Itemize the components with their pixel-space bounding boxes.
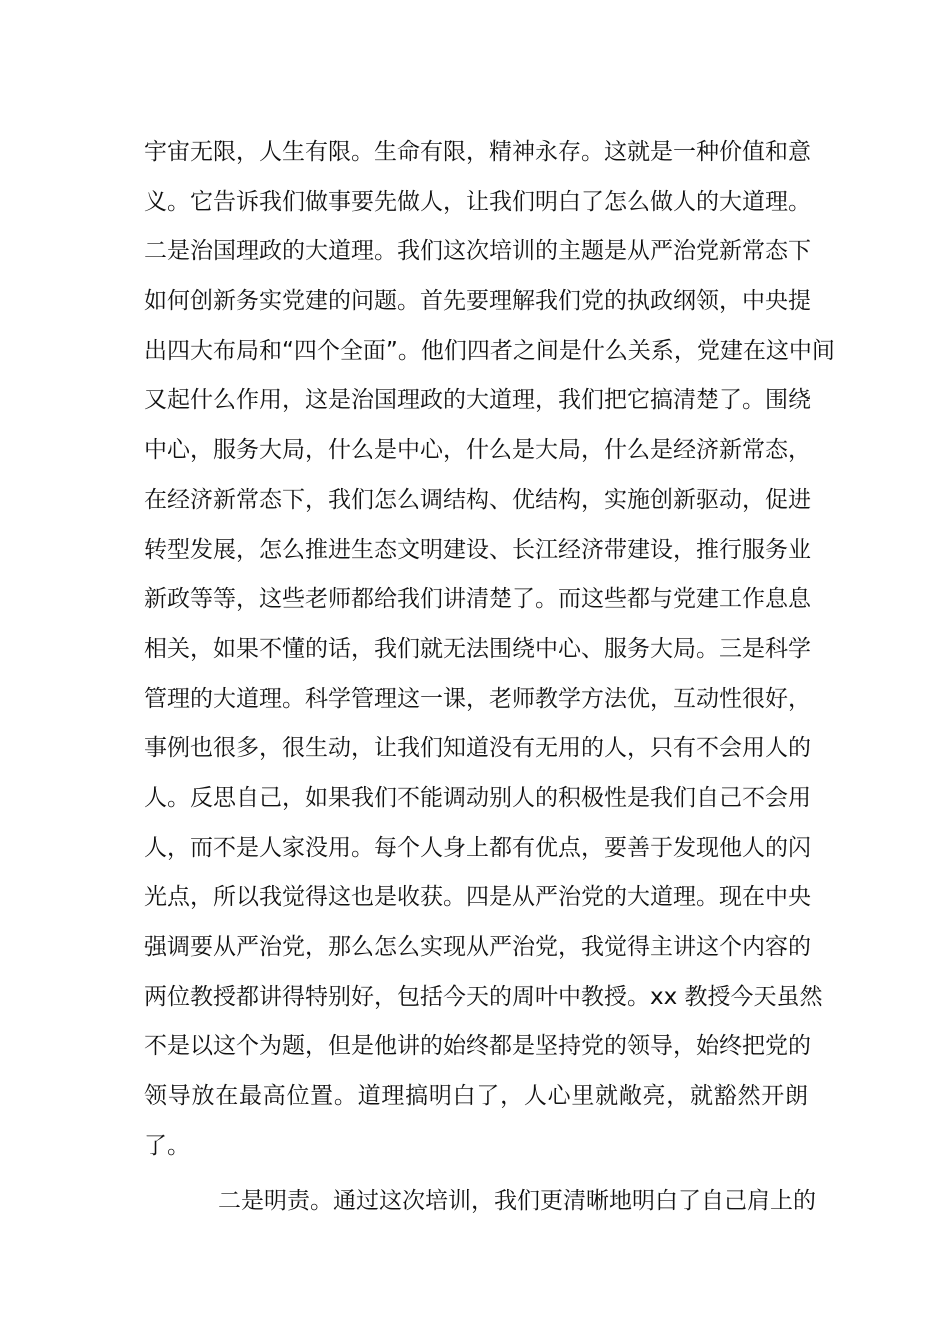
text-line: 了。 [144,1132,190,1159]
paragraph [144,128,835,1171]
text-line: 二是治国理政的大道理。我们这次培训的主题是从严治党新常态下 [144,238,811,265]
text-line: 如何创新务实党建的问题。首先要理解我们党的执政纲领，中央提 [144,288,811,315]
text-line: 出四大布局和“四个全面”。他们四者之间是什么关系，党建在这中间 [144,337,835,364]
text-line: 在经济新常态下，我们怎么调结构、优结构，实施创新驱动，促进 [144,486,811,513]
text-line: 相关，如果不懂的话，我们就无法围绕中心、服务大局。三是科学 [144,635,811,662]
text-line: 新政等等，这些老师都给我们讲清楚了。而这些都与党建工作息息 [144,586,811,613]
text-line: 义。它告诉我们做事要先做人，让我们明白了怎么做人的大道理。 [144,188,811,215]
text-line: 光点，所以我觉得这也是收获。四是从严治党的大道理。现在中央 [144,884,811,911]
text-line: 两位教授都讲得特别好，包括今天的周叶中教授。xx 教授今天虽然 [144,983,823,1010]
body-text [144,128,835,1227]
paragraph [144,1177,816,1227]
text-line: 中心，服务大局，什么是中心，什么是大局，什么是经济新常态， [144,437,811,464]
text-line: 宇宙无限，人生有限。生命有限，精神永存。这就是一种价值和意 [144,139,811,165]
text-line: 又起什么作用，这是治国理政的大道理，我们把它搞清楚了。围绕 [144,387,811,414]
text-line: 人。反思自己，如果我们不能调动别人的积极性是我们自己不会用 [144,784,811,811]
text-line: 不是以这个为题，但是他讲的始终都是坚持党的领导，始终把党的 [144,1033,811,1060]
text-line: 二是明责。通过这次培训，我们更清晰地明白了自己肩上的 [218,1188,816,1215]
text-line: 人，而不是人家没用。每个人身上都有优点，要善于发现他人的闪 [144,834,811,861]
text-line: 转型发展，怎么推进生态文明建设、长江经济带建设，推行服务业 [144,536,811,563]
text-line: 强调要从严治党，那么怎么实现从严治党，我觉得主讲这个内容的 [144,934,811,960]
text-line: 事例也很多，很生动，让我们知道没有无用的人，只有不会用人的 [144,735,811,762]
text-line: 管理的大道理。科学管理这一课，老师教学方法优，互动性很好， [144,685,811,712]
text-line: 领导放在最高位置。道理搞明白了，人心里就敞亮，就豁然开朗 [144,1083,808,1110]
